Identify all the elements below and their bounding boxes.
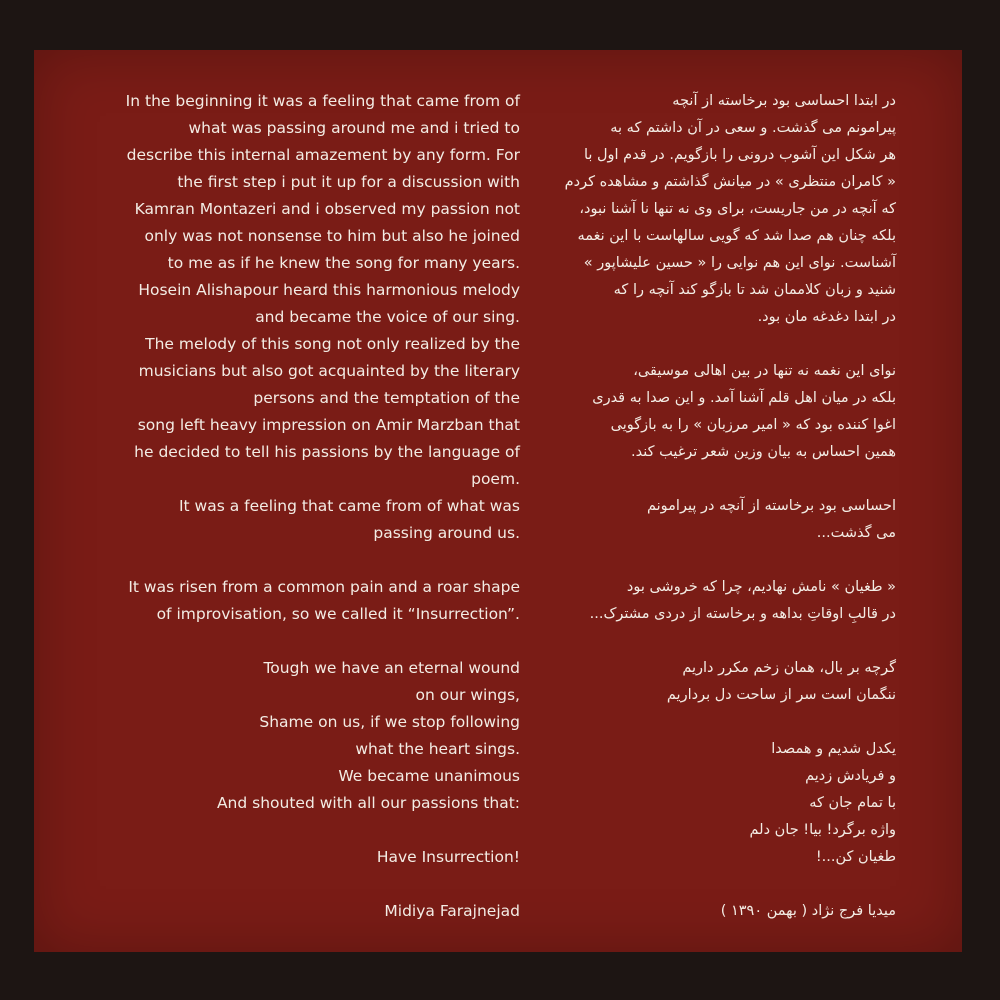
persian-paragraph-intro [496, 88, 896, 331]
persian-paragraph-feeling [496, 493, 896, 547]
persian-line: پیرامونم می گذشت. و سعی در آن داشتم که به [610, 120, 896, 136]
persian-column [496, 88, 896, 925]
persian-line: گرچه بر بال، همان زخم مکرر داریم [682, 660, 896, 676]
english-line: musicians but also got acquainted by the literary [138, 362, 520, 380]
english-line: on our wings, [415, 686, 520, 704]
persian-line: اغوا کننده بود که « امیر مرزبان » را به بازگویی [610, 417, 896, 433]
persian-line: یکدل شدیم و همصدا [771, 741, 896, 757]
english-paragraph-insurrection [68, 574, 520, 628]
persian-line: در قالبِ اوقاتِ بداهه و برخاسته از دردی مشترک... [589, 606, 896, 622]
persian-line: هر شکل این آشوب درونی را بازگویم. در قدم اول با [583, 147, 896, 163]
persian-line: که آنچه در من جاریست، برای وی نه تنها نا آشنا نبود، [579, 201, 896, 217]
english-signature: Midiya Farajnejad [384, 902, 520, 920]
persian-line: با تمام جان که [809, 795, 896, 811]
red-text-panel [34, 50, 962, 952]
english-closing [68, 844, 520, 871]
english-column [68, 88, 520, 925]
english-line: what was passing around me and i tried to [188, 119, 520, 137]
english-line: what the heart sings. [355, 740, 520, 758]
english-line: In the beginning it was a feeling that came from of [125, 92, 520, 110]
english-line: passing around us. [373, 524, 520, 542]
persian-line: آشناست. نوای این هم نوایی را « حسین علیشاپور » [583, 255, 896, 271]
persian-line: ننگمان است سر از ساحت دل برداریم [666, 687, 896, 703]
persian-poem [496, 736, 896, 871]
persian-line: احساسی بود برخاسته از آنچه در پیرامونم [646, 498, 896, 514]
persian-line: می گذشت... [816, 525, 896, 541]
english-line: describe this internal amazement by any form. For [126, 146, 520, 164]
persian-line: در ابتدا دغدغه مان بود. [757, 309, 896, 325]
english-line: of improvisation, so we called it “Insurrection”. [156, 605, 520, 623]
persian-line: نوای این نغمه نه تنها در بین اهالی موسیقی، [633, 363, 896, 379]
persian-line: در ابتدا احساسی بود برخاسته از آنچه [672, 93, 896, 109]
persian-paragraph-insurrection [496, 574, 896, 628]
english-line: The melody of this song not only realized by the [145, 335, 520, 353]
english-line: the first step i put it up for a discussion with [177, 173, 520, 191]
persian-line: « طغیان » نامش نهادیم، چرا که خروشی بود [626, 579, 896, 595]
english-line: We became unanimous [338, 767, 520, 785]
english-line: he decided to tell his passions by the language of [134, 443, 520, 461]
persian-line: واژه برگرد! بیا! جان دلم [749, 822, 896, 838]
persian-line: بلکه در میان اهل قلم آشنا آمد. و این صدا به قدری [592, 390, 896, 406]
persian-line: شنید و زبان کلاممان شد تا بازگو کند آنچه را که [613, 282, 896, 298]
english-line: to me as if he knew the song for many years. [167, 254, 520, 272]
english-line: poem. [471, 470, 520, 488]
persian-signature: میدیا فرج نژاد ( بهمن ۱۳۹۰ ) [720, 903, 896, 919]
english-line: Kamran Montazeri and i observed my passion not [134, 200, 520, 218]
persian-couplet [496, 655, 896, 709]
persian-line: همین احساس به بیان وزین شعر ترغیب کند. [631, 444, 896, 460]
english-line: It was risen from a common pain and a roar shape [128, 578, 520, 596]
english-line: Have Insurrection! [376, 848, 520, 866]
persian-line: « کامران منتظری » در میانش گذاشتم و مشاهده کردم [564, 174, 896, 190]
english-line: only was not nonsense to him but also he joined [144, 227, 520, 245]
english-line: Shame on us, if we stop following [259, 713, 520, 731]
english-line: It was a feeling that came from of what was [178, 497, 520, 515]
english-poem [68, 655, 520, 817]
english-paragraph-intro [68, 88, 520, 547]
persian-line: بلکه چنان هم صدا شد که گویی سالهاست با این نغمه [577, 228, 896, 244]
english-line: song left heavy impression on Amir Marzban that [137, 416, 520, 434]
english-line: and became the voice of our sing. [255, 308, 520, 326]
persian-line: طغیان کن...! [815, 849, 896, 865]
persian-paragraph-melody [496, 358, 896, 466]
persian-line: و فریادش زدیم [805, 768, 896, 784]
english-line: persons and the temptation of the [253, 389, 520, 407]
english-line: And shouted with all our passions that: [216, 794, 520, 812]
english-line: Tough we have an eternal wound [263, 659, 520, 677]
english-line: Hosein Alishapour heard this harmonious melody [138, 281, 520, 299]
